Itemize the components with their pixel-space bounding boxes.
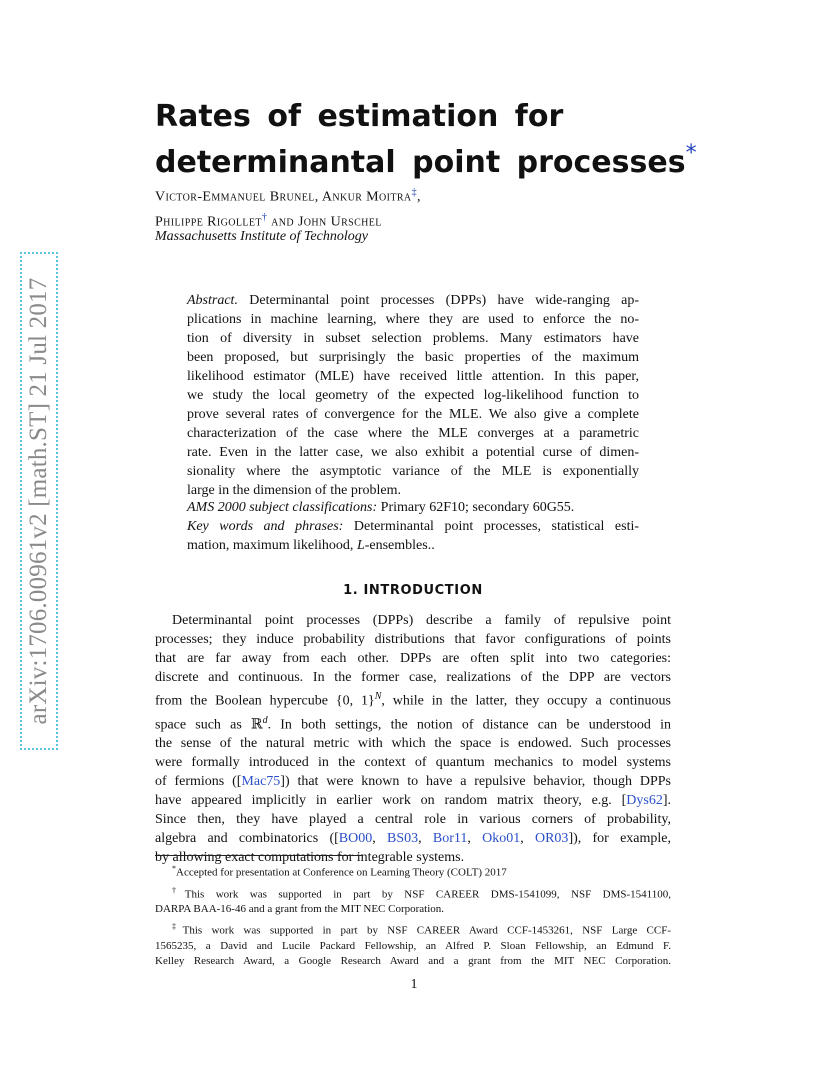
keywords-text-3: -ensembles.. [364, 538, 435, 553]
citation-oko01[interactable]: Oko01 [482, 831, 521, 847]
intro-line-2: processes; they induce probability distributions that favor configurations of points [155, 632, 671, 647]
keywords-text-2: mation, maximum likelihood, [187, 538, 357, 553]
citation-dys62[interactable]: Dys62 [626, 793, 663, 809]
page-number: 1 [410, 977, 418, 992]
footnote-2-line-2: DARPA BAA-16-46 and a grant from the MIT NEC Corporation. [155, 903, 445, 916]
intro-line-12-pre: algebra and combinatorics ([ [155, 831, 339, 847]
intro-line-5 [155, 687, 671, 711]
section-heading-introduction: 1. INTRODUCTION [343, 583, 483, 598]
footnote-1 [155, 861, 671, 881]
intro-line-12: algebra and combinatorics ([BO00, BS03, Bor11, Oko01, OR03]), for example, [155, 831, 672, 847]
abstract-line-10: sionality where the asymptotic variance of the MLE is exponentially [187, 464, 639, 479]
footnotes [155, 861, 671, 969]
author-rigollet: Philippe Rigollet [155, 214, 262, 230]
title-line-2-text: determinantal point processes [155, 145, 686, 180]
abstract-line-3: tion of diversity in subset selection problems. Many estimators have [187, 331, 639, 346]
intro-line-9-pre: of fermions ([ [155, 774, 242, 790]
abstract-label: Abstract. [187, 293, 238, 308]
footnote-2-text-1: This work was supported in part by NSF CAREER DMS-1541099, NSF DMS-1541100, [184, 888, 671, 901]
intro-line-10-post: ]. [662, 793, 671, 809]
footnote-divider [155, 855, 363, 856]
intro-superscript-d: d [262, 714, 268, 726]
abstract-line-9: rate. Even in the latter case, we also exhibit a potential curse of dimen- [187, 445, 639, 460]
footnote-3-line-2: 1565235, a David and Lucile Packard Fellowship, an Alfred P. Sloan Fellowship, an Edmund F. [155, 939, 671, 952]
citation-bo00[interactable]: BO00 [338, 831, 373, 847]
intro-line-10 [155, 791, 671, 810]
author-moitra-mark[interactable]: ‡ [411, 187, 417, 198]
intro-line-6-pre: space such as ℝ [155, 717, 263, 733]
abstract-line-1: Determinantal point processes (DPPs) have wide-ranging ap- [249, 293, 640, 308]
intro-line-9-post: ]) that were known to have a repulsive behavior, though DPPs [280, 774, 671, 790]
keywords-label: Key words and phrases: [187, 519, 344, 534]
author-urschel: John Urschel [297, 214, 382, 230]
intro-line-3: that are far away from each other. DPPs are often split into two categories: [155, 651, 671, 666]
ams-classification [187, 498, 639, 517]
intro-line-1: Determinantal point processes (DPPs) describe a family of repulsive point [172, 613, 671, 628]
affiliation: Massachusetts Institute of Technology [155, 229, 368, 244]
intro-line-13: by allowing exact computations for integrable systems. [155, 850, 465, 866]
intro-line-11: Since then, they have played a central role in various corners of probability, [155, 812, 671, 828]
abstract-line-4: been proposed, but surprisingly the basic properties of the maximum [187, 350, 639, 365]
citation-or03[interactable]: OR03 [534, 831, 569, 847]
title-line-2 [155, 135, 715, 181]
intro-line-6 [155, 711, 671, 735]
abstract-line-5: likelihood estimator (MLE) have received little attention. In this paper, [187, 369, 639, 384]
introduction-paragraph [155, 611, 671, 867]
abstract-line-11: large in the dimension of the problem. [187, 483, 401, 498]
abstract [187, 291, 639, 500]
ams-value: Primary 62F10; secondary 60G55. [380, 500, 575, 515]
ams-label: AMS 2000 subject classifications: [187, 500, 378, 515]
citation-bs03[interactable]: BS03 [387, 831, 419, 847]
footnote-3-line-3: Kelley Research Award, a Google Research Award and a grant from the MIT NEC Corporation. [155, 954, 671, 967]
abstract-line-8: characterization of the case where the MLE converges at a parametric [187, 426, 639, 441]
author-list [155, 183, 715, 232]
author-rigollet-mark[interactable]: † [261, 211, 268, 223]
intro-line-5-pre: from the Boolean hypercube {0, 1} [155, 693, 375, 709]
footnote-2-mark: † [172, 885, 185, 895]
intro-line-12-post: ]), for example, [568, 831, 672, 847]
intro-line-9 [155, 772, 671, 791]
footnote-3-line-1 [155, 919, 671, 939]
intro-line-10-pre: have appeared implicitly in earlier work on random matrix theory, e.g. [ [155, 793, 627, 809]
abstract-line [187, 291, 639, 310]
title-line-1: Rates of estimation for [155, 99, 564, 134]
citation-bor11[interactable]: Bor11 [432, 831, 468, 847]
intro-line-6-post: . In both settings, the notion of distance can be understood in [267, 717, 671, 733]
intro-line-8: were formally introduced in the context of quantum mechanics to model systems [155, 755, 671, 771]
author-and: and [271, 214, 295, 230]
title-footnote-mark[interactable]: * [685, 141, 697, 166]
keywords-l-symbol: L [356, 538, 365, 553]
author-brunel: Victor-Emmanuel Brunel [155, 189, 315, 205]
author-moitra: Ankur Moitra [321, 189, 412, 205]
footnote-3-mark: ‡ [172, 922, 183, 932]
citation-mac75[interactable]: Mac75 [241, 774, 281, 790]
footnote-1-mark: * [172, 864, 176, 873]
author-line-1: Victor-Emmanuel Brunel, Ankur Moitra‡, [155, 187, 421, 205]
footnote-2-line-1 [155, 883, 671, 903]
intro-line-7: the sense of the natural metric with which the space is endowed. Such processes [155, 736, 671, 752]
keywords-line-2 [187, 536, 639, 555]
intro-superscript-n: N [374, 691, 382, 702]
arxiv-stamp-text[interactable]: arXiv:1706.00961v2 [math.ST] 21 Jul 2017 [25, 277, 52, 725]
intro-line-5-post: , while in the latter, they occupy a continuous [381, 693, 671, 709]
abstract-line-2: plications in machine learning, where they are used to enforce the no- [187, 312, 639, 327]
abstract-line-6: we study the local geometry of the expected log-likelihood function to [187, 388, 639, 403]
keywords-line-1 [187, 517, 639, 536]
paper-title [155, 98, 715, 181]
abstract-line-7: prove several rates of convergence for the MLE. We also give a complete [187, 407, 639, 422]
footnote-1-text: Accepted for presentation at Conference on Learning Theory (COLT) 2017 [176, 866, 507, 879]
keywords-text-1: Determinantal point processes, statistical esti- [353, 519, 640, 534]
footnote-3-text-1: This work was supported in part by NSF CAREER Award CCF-1453261, NSF Large CCF- [182, 924, 671, 937]
classification-block [187, 498, 639, 555]
intro-line-4: discrete and continuous. In the former case, realizations of the DPP are vectors [155, 670, 671, 685]
